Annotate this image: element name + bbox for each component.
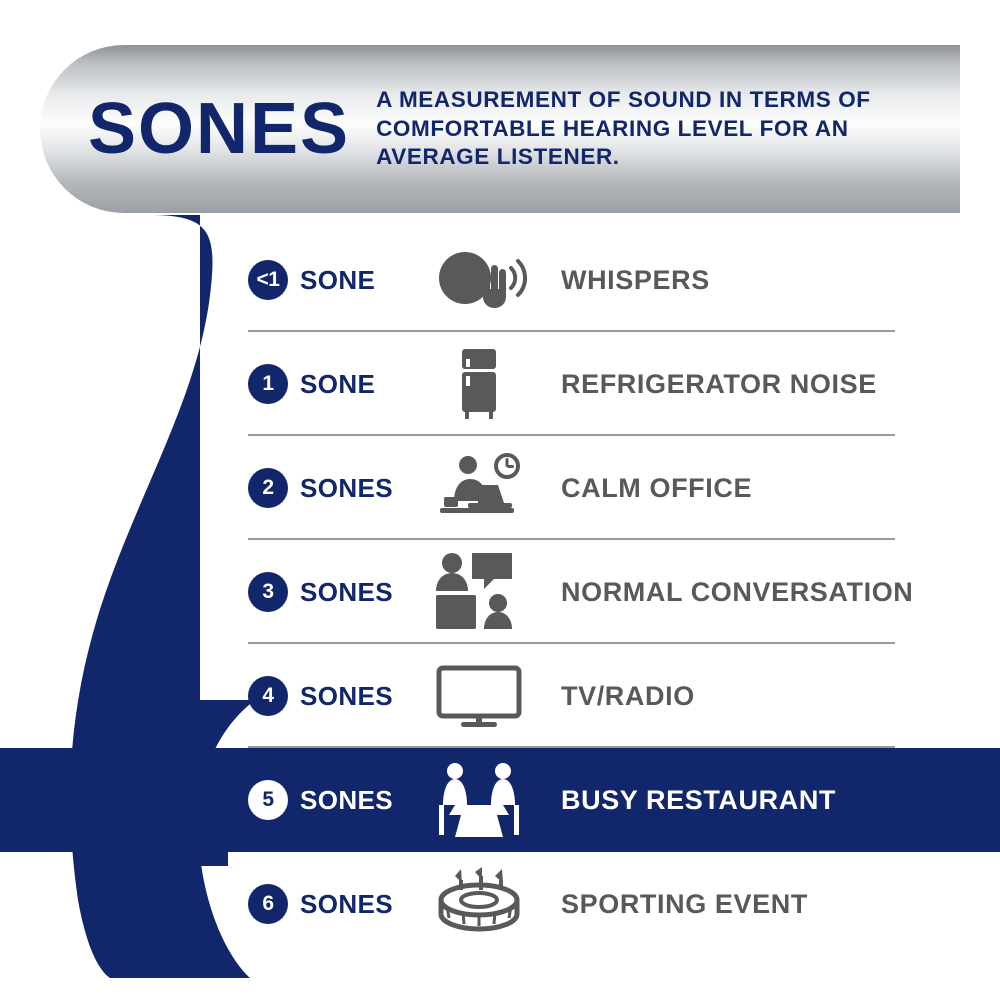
status-badge: 2 [248,468,288,508]
status-badge: 4 [248,676,288,716]
sound-example-label: REFRIGERATOR NOISE [561,368,877,399]
sound-example-label: WHISPERS [561,264,710,295]
list-item [0,644,1000,748]
list-item [0,228,1000,332]
restaurant-icon [423,761,535,839]
status-badge: 1 [248,364,288,404]
sone-level-list [0,228,1000,956]
sone-level [248,364,423,404]
whisper-icon [423,245,535,315]
television-icon [423,664,535,728]
sone-level [248,260,423,300]
list-item [0,852,1000,956]
status-badge: 3 [248,572,288,612]
sone-unit-label: SONES [300,680,394,711]
sound-example-label: CALM OFFICE [561,472,753,503]
sone-level [248,572,423,612]
sone-level [248,468,423,508]
sone-unit-label: SONES [300,888,394,919]
office-desk-icon [423,453,535,523]
sone-unit-label: SONE [300,368,376,399]
refrigerator-icon [423,347,535,421]
sone-level [248,676,423,716]
sone-level [248,780,423,820]
sone-level [248,884,423,924]
sone-unit-label: SONES [300,472,394,503]
status-badge: <1 [248,260,288,300]
status-badge: 6 [248,884,288,924]
status-badge: 5 [248,780,288,820]
stadium-icon [423,866,535,942]
header-banner [40,45,960,213]
list-item [0,436,1000,540]
conversation-icon [423,551,535,633]
list-item [0,540,1000,644]
sound-example-label: SPORTING EVENT [561,888,808,919]
sound-example-label: TV/RADIO [561,680,695,711]
sound-example-label: BUSY RESTAURANT [561,784,837,815]
sone-unit-label: SONE [300,264,376,295]
sone-unit-label: SONES [300,576,394,607]
sone-unit-label: SONES [300,784,394,815]
list-item [0,332,1000,436]
sound-example-label: NORMAL CONVERSATION [561,576,914,607]
page-subtitle: A MEASUREMENT OF SOUND IN TERMS OF COMFORTABLE HEARING LEVEL FOR AN AVERAGE LISTENER. [376,86,871,170]
page-title: SONES [88,89,351,169]
list-item-highlighted [0,748,1000,852]
